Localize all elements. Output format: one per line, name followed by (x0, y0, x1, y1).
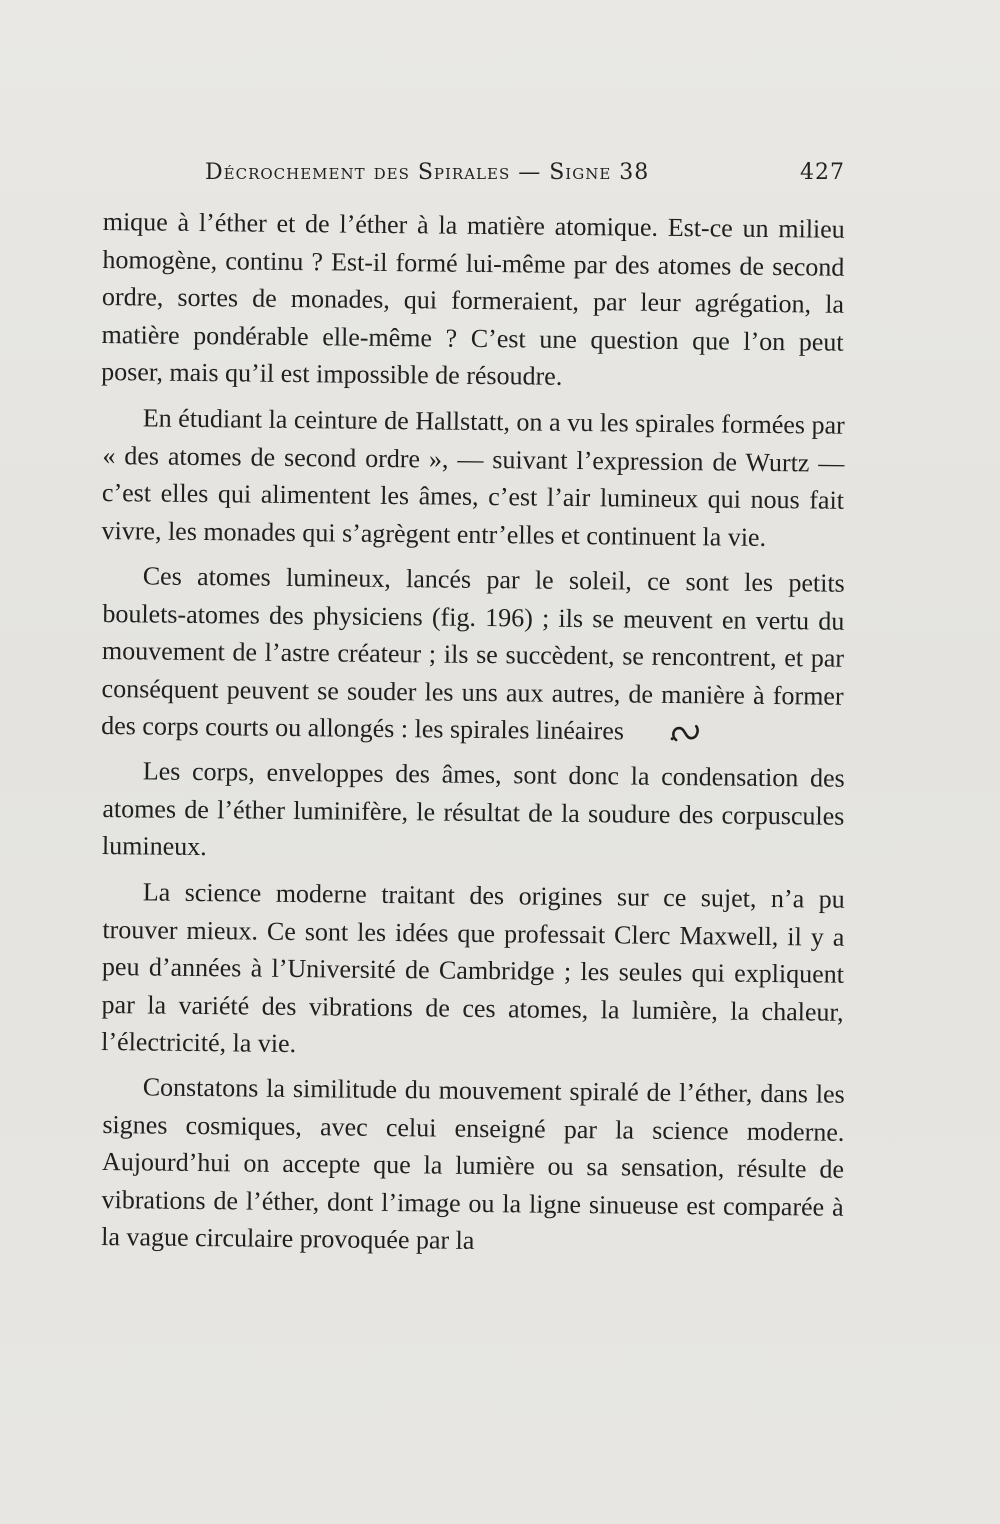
paragraph-5: La science moderne traitant des origines sur ce sujet, n’a pu trouver mieux. Ce sont les idées que professait Clerc Maxwell, il y a peu d’années à l’Université de Cambridge ; les seules qui expliquent par la variété des vibrations de ces atomes, la lumière, la chaleur, l’électricité, la vie. (101, 876, 845, 1058)
paragraph-1: mique à l’éther et de l’éther à la matière atomique. Est-ce un milieu homogène, continu ? Est-il formé lui-même par des atomes de second ordre, sortes de monades, qui formeraient, par leur agrégation, la matière pondérable elle-même ? C’est une question que l’on peut poser, mais qu’il est impossible de résoudre. (101, 206, 845, 391)
s-spiral-icon (630, 716, 662, 738)
paragraph-6: Constatons la similitude du mouvement spiralé de l’éther, dans les signes cosmiques, avec celui enseigné par la science moderne. Aujourd’hui on accepte que la lumière ou sa sensation, résulte de vibrations de l’éther, dont l’image ou la ligne sinueuse est comparée à la vague circulaire provoquée par la (101, 1072, 845, 1255)
paragraph-4: Les corps, enveloppes des âmes, sont donc la condensation des atomes de l’éther luminifère, le résultat de la soudure des corpuscules lumineux. (101, 756, 845, 862)
page-number: 427 (800, 160, 845, 185)
paragraph-2: En étudiant la ceinture de Hallstatt, on a vu les spirales formées par « des atomes de second ordre », — suivant l’expression de Wurtz — c’est elles qui alimentent les âmes, c’est l’air lumineux qui nous fait vivre, les monades qui s’agrègent entr’elles et continuent la vie. (101, 402, 845, 551)
running-head (205, 160, 845, 200)
paragraph-3 (101, 557, 845, 752)
running-head-title: Décrochement des Spirales — Signe 38 (205, 160, 650, 185)
body-text (103, 203, 845, 1264)
paragraph-3-text: Ces atomes lumineux, lancés par le soleil, ce sont les petits boulets-atomes des physiciens (fig. 196) ; ils se meuvent en vertu du mouvement de l’astre créateur ; ils se succèdent, se rencontrent, et par conséquent peuvent se souder les uns aux autres, de manière à former des corps courts ou allongés : les spirales linéaires (101, 560, 845, 745)
paragraph-3-end: . (662, 716, 676, 746)
